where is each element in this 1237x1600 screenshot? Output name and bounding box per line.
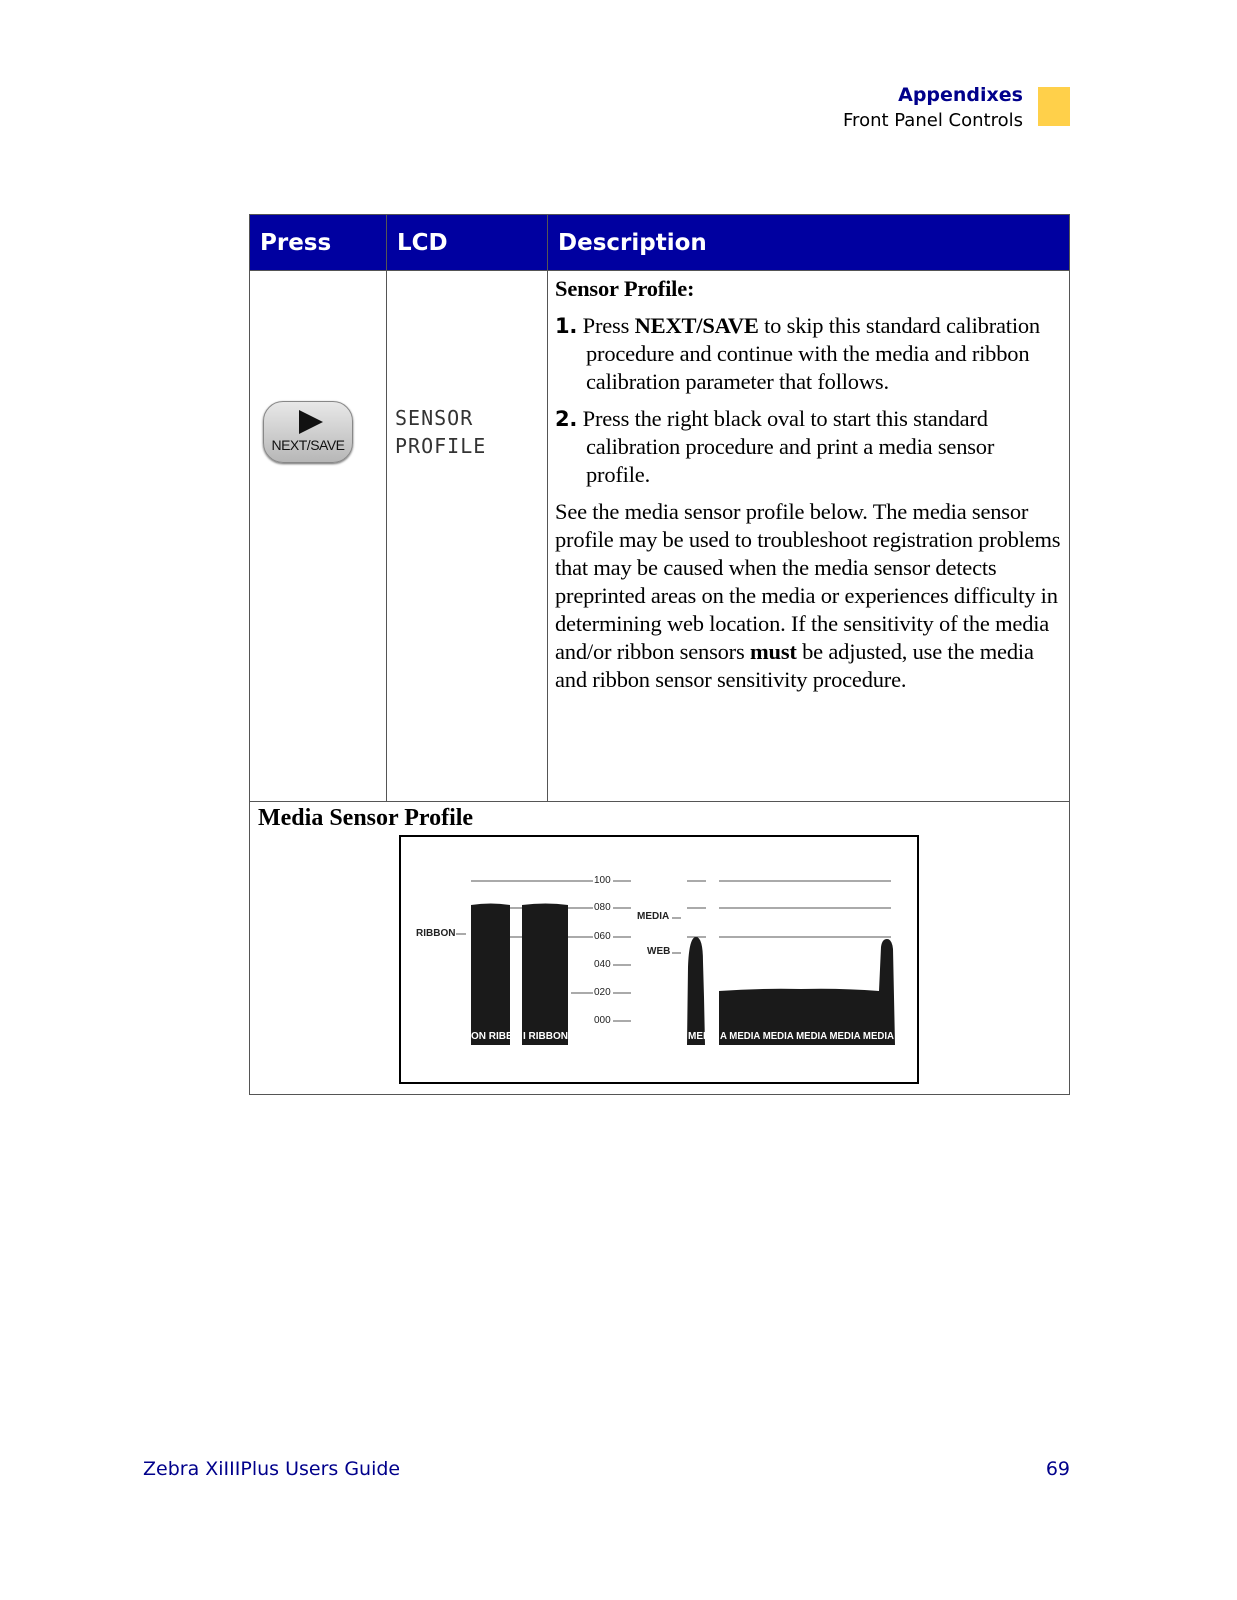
lcd-cell (387, 271, 548, 802)
ribbon-bar-1-text: ON RIBB (471, 1031, 514, 1042)
section-title: Appendixes (898, 84, 1023, 106)
press-cell (250, 271, 387, 802)
table-row (250, 271, 1070, 802)
media-bar-2-text: A MEDIA MEDIA MEDIA MEDIA MEDIA (720, 1031, 894, 1042)
step-1-pre: Press (582, 313, 630, 338)
paragraph-text-1: See the media sensor profile below. The media sensor profile may be used to troubleshoot registration problems that may be caused when the media sensor detects preprinted areas on the media or experiences difficulty in determining web location. If the sensitivity of the media and/or ribbon sensors (555, 499, 1061, 664)
column-header-description: Description (548, 215, 1070, 271)
web-axis-label: WEB (647, 946, 671, 957)
column-header-lcd: LCD (387, 215, 548, 271)
paragraph-emphasis: must (749, 639, 797, 664)
step-1-text: to skip this standard calibration procedure and continue with the media and ribbon calibration parameter that follows. (586, 313, 1040, 394)
front-panel-table (249, 214, 1070, 1095)
next-save-key (263, 401, 353, 463)
lcd-line-1: SENSOR (395, 406, 474, 430)
section-tab-marker (1038, 87, 1070, 126)
scale-label-040: 040 (594, 959, 611, 970)
scale-label-020: 020 (594, 987, 611, 998)
media-axis-label: MEDIA (637, 911, 670, 922)
lcd-display-text (395, 404, 486, 460)
footer-guide-title: Zebra XiIIIPlus Users Guide (143, 1458, 401, 1480)
scale-label-080: 080 (594, 902, 611, 913)
table-header-row (250, 215, 1070, 271)
subsection-title: Front Panel Controls (843, 110, 1023, 131)
play-arrow-icon (299, 410, 323, 434)
footer-page-number: 69 (1045, 1458, 1070, 1480)
profile-title: Media Sensor Profile (258, 805, 474, 831)
profile-row (250, 802, 1070, 1095)
media-bar-1-text: MEI (688, 1031, 706, 1042)
ribbon-bar-2-text: I RIBBON (523, 1031, 568, 1042)
step-2-number: 2. (555, 407, 578, 431)
step-1-key-name: NEXT/SAVE (634, 313, 759, 338)
step-1-number: 1. (555, 314, 578, 338)
lcd-line-2: PROFILE (395, 434, 487, 458)
description-cell (548, 271, 1070, 802)
media-sensor-profile-image (399, 835, 919, 1084)
description-title: Sensor Profile: (555, 276, 695, 301)
scale-label-060: 060 (594, 931, 611, 942)
next-save-key-label: NEXT/SAVE (271, 437, 345, 453)
step-2-text: Press the right black oval to start this standard calibration procedure and print a media sensor profile. (582, 406, 995, 487)
paragraph-text-2: be adjusted, use the media and ribbon sensor sensitivity procedure. (555, 639, 1034, 692)
profile-cell (250, 802, 1070, 1095)
step-2 (555, 405, 1061, 489)
description-paragraph (555, 498, 1061, 694)
sensor-profile-graph (401, 837, 917, 1082)
ribbon-axis-label: RIBBON (416, 928, 456, 939)
scale-label-000: 000 (594, 1015, 611, 1026)
column-header-press: Press (250, 215, 387, 271)
scale-label-100: 100 (594, 875, 611, 886)
step-1 (555, 312, 1061, 396)
